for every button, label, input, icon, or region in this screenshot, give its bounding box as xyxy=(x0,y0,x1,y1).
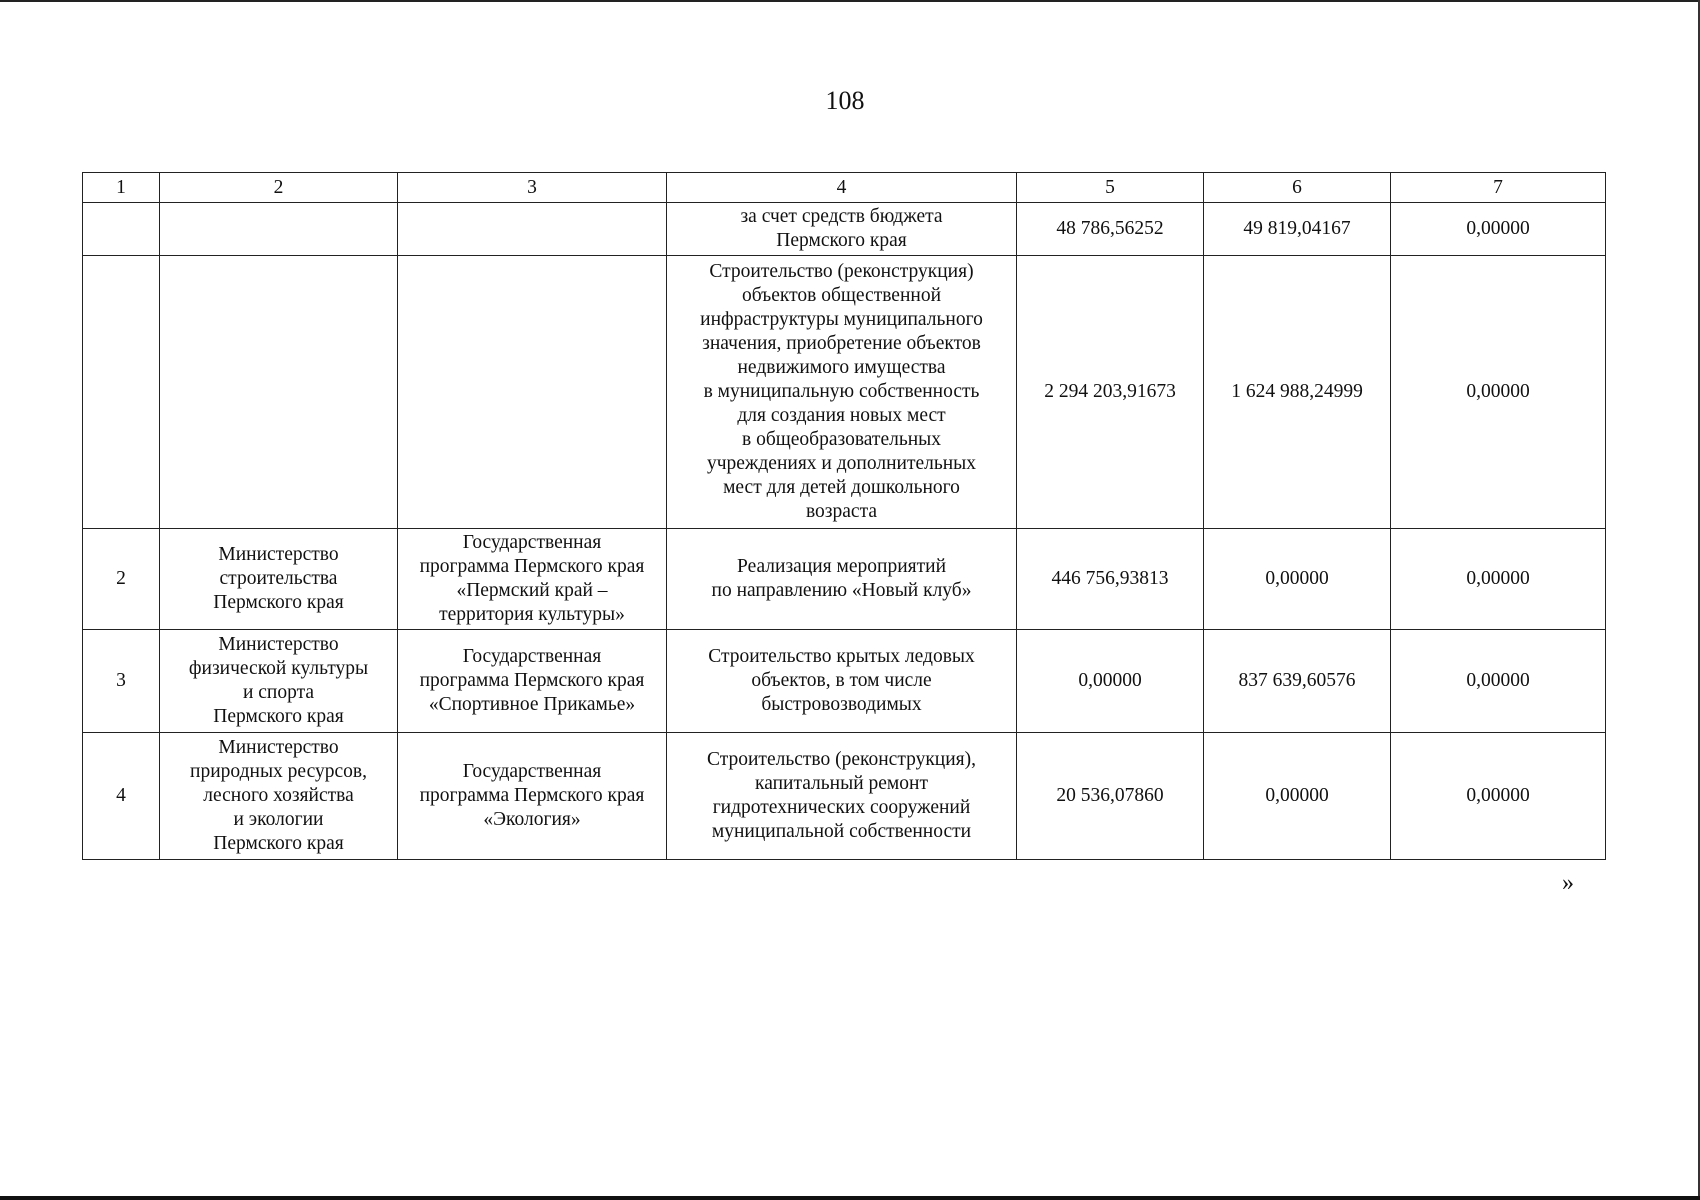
value-col5-cell: 20 536,07860 xyxy=(1017,733,1204,860)
measure-cell: за счет средств бюджета Пермского края xyxy=(667,203,1017,256)
value-col5-cell: 2 294 203,91673 xyxy=(1017,256,1204,529)
row-number-cell: 2 xyxy=(83,529,160,630)
value-col6-cell: 837 639,60576 xyxy=(1204,630,1391,733)
row-number-cell: 4 xyxy=(83,733,160,860)
program-cell: Государственная программа Пермского края «Экология» xyxy=(398,733,667,860)
budget-table xyxy=(82,172,1606,860)
closing-quote-mark: » xyxy=(1562,870,1574,896)
table-row xyxy=(83,256,1606,529)
header-cell-6: 6 xyxy=(1204,173,1391,203)
measure-cell: Строительство крытых ледовых объектов, в том числе быстровозводимых xyxy=(667,630,1017,733)
value-col7-cell: 0,00000 xyxy=(1391,529,1606,630)
ministry-cell xyxy=(160,256,398,529)
program-cell: Государственная программа Пермского края «Пермский край – территория культуры» xyxy=(398,529,667,630)
header-cell-7: 7 xyxy=(1391,173,1606,203)
program-cell: Государственная программа Пермского края «Спортивное Прикамье» xyxy=(398,630,667,733)
value-col5-cell: 48 786,56252 xyxy=(1017,203,1204,256)
table-row xyxy=(83,630,1606,733)
value-col6-cell: 49 819,04167 xyxy=(1204,203,1391,256)
ministry-cell: Министерство природных ресурсов, лесного хозяйства и экологии Пермского края xyxy=(160,733,398,860)
value-col5-cell: 446 756,93813 xyxy=(1017,529,1204,630)
ministry-cell xyxy=(160,203,398,256)
row-number-cell xyxy=(83,256,160,529)
program-cell xyxy=(398,256,667,529)
value-col7-cell: 0,00000 xyxy=(1391,203,1606,256)
value-col6-cell: 1 624 988,24999 xyxy=(1204,256,1391,529)
measure-cell: Строительство (реконструкция), капитальный ремонт гидротехнических сооружений муниципальной собственности xyxy=(667,733,1017,860)
table-row xyxy=(83,529,1606,630)
value-col7-cell: 0,00000 xyxy=(1391,630,1606,733)
value-col6-cell: 0,00000 xyxy=(1204,733,1391,860)
scan-border-bottom xyxy=(0,1196,1700,1200)
ministry-cell: Министерство строительства Пермского края xyxy=(160,529,398,630)
header-cell-1: 1 xyxy=(83,173,160,203)
scan-border-top xyxy=(0,0,1700,2)
header-cell-2: 2 xyxy=(160,173,398,203)
row-number-cell: 3 xyxy=(83,630,160,733)
value-col6-cell: 0,00000 xyxy=(1204,529,1391,630)
value-col5-cell: 0,00000 xyxy=(1017,630,1204,733)
page-number: 108 xyxy=(825,86,865,115)
value-col7-cell: 0,00000 xyxy=(1391,733,1606,860)
table-row xyxy=(83,733,1606,860)
header-cell-5: 5 xyxy=(1017,173,1204,203)
header-cell-3: 3 xyxy=(398,173,667,203)
table-row xyxy=(83,203,1606,256)
program-cell xyxy=(398,203,667,256)
measure-cell: Реализация мероприятий по направлению «Новый клуб» xyxy=(667,529,1017,630)
ministry-cell: Министерство физической культуры и спорта Пермского края xyxy=(160,630,398,733)
header-cell-4: 4 xyxy=(667,173,1017,203)
measure-cell: Строительство (реконструкция) объектов общественной инфраструктуры муниципального значения, приобретение объектов недвижимого имущества в муниципальную собственность для создания новых мест в общеобразовательных учреждениях и дополнительных мест для детей дошкольного возраста xyxy=(667,256,1017,529)
table-header-row xyxy=(83,173,1606,203)
value-col7-cell: 0,00000 xyxy=(1391,256,1606,529)
row-number-cell xyxy=(83,203,160,256)
